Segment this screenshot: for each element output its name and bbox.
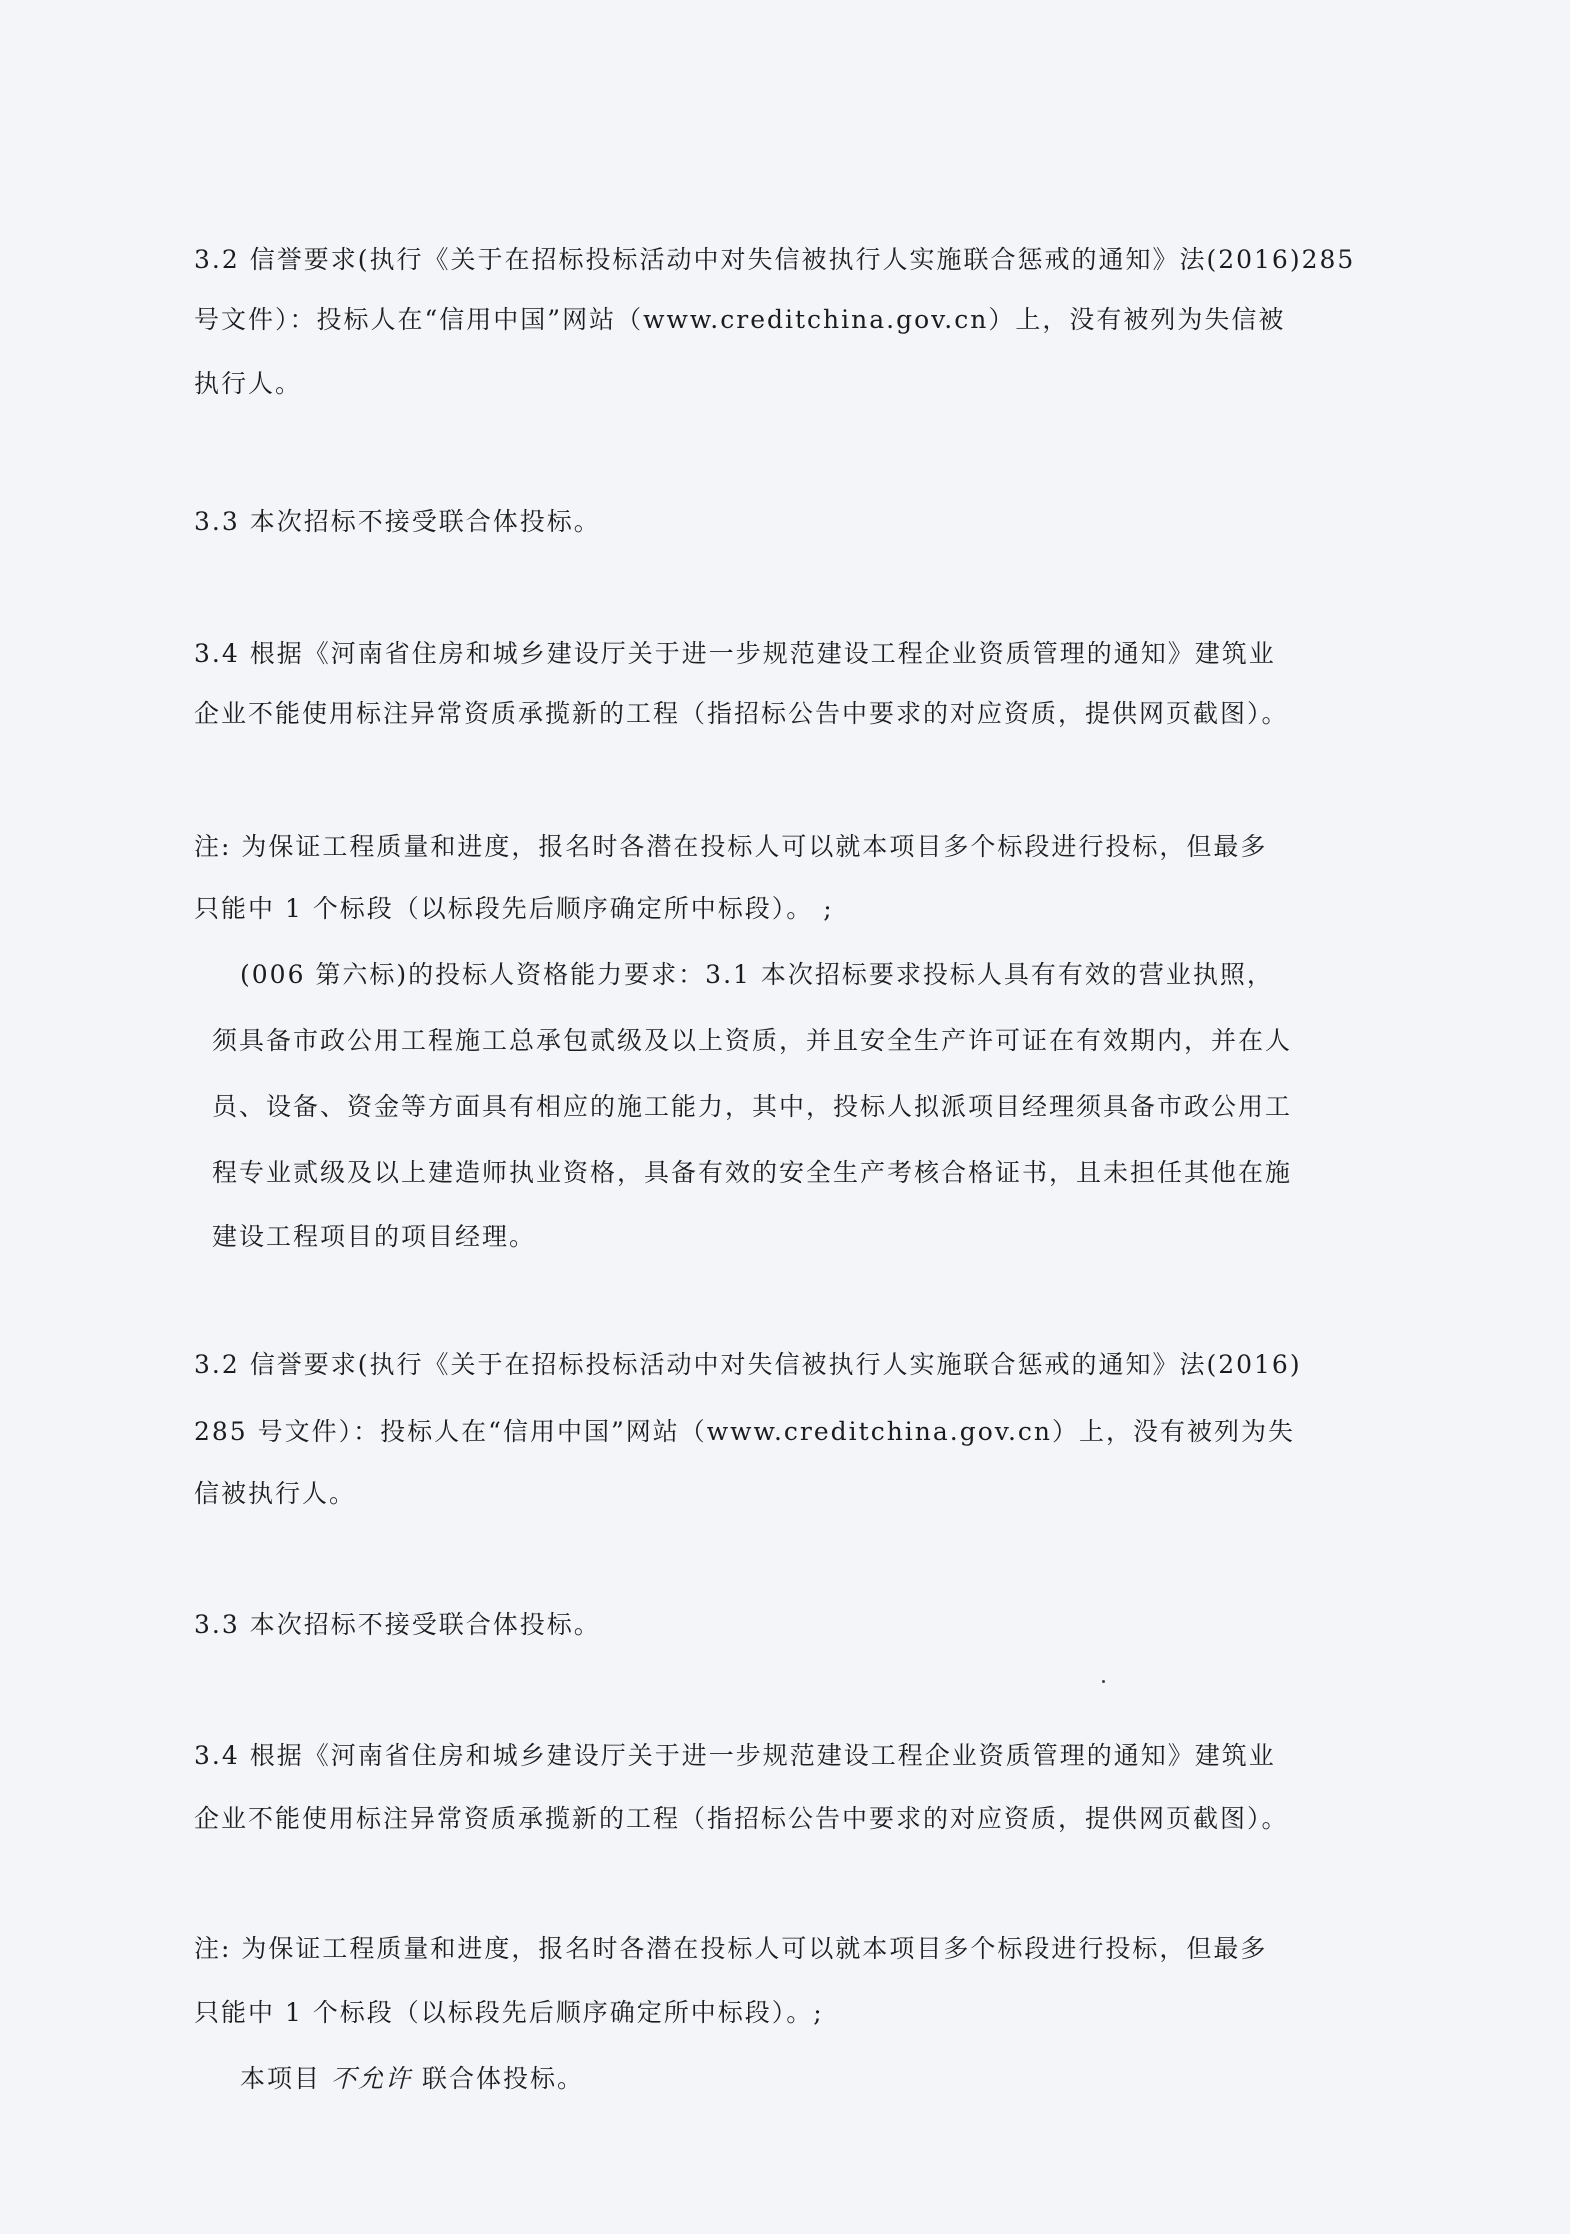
consortium-prefix: 本项目	[240, 2064, 322, 2093]
credit-requirement-line-2: 号文件）：投标人在“信用中国”网站（www.creditchina.gov.cn）上，没有被列为失信被	[194, 305, 1286, 334]
note-2-line-1: 注: 为保证工程质量和进度，报名时各潜在投标人可以就本项目多个标段进行投标，但最多	[194, 1934, 1268, 1963]
credit-requirement-line-3: 执行人。	[194, 369, 303, 398]
section-six-requirement-line-1: (006 第六标)的投标人资格能力要求：3.1 本次招标要求投标人具有有效的营业执照，	[240, 960, 1274, 989]
credit-requirement-2-line-3: 信被执行人。	[194, 1479, 357, 1508]
note-2-line-2: 只能中 1 个标段（以标段先后顺序确定所中标段）。;	[194, 1998, 824, 2027]
credit-requirement-line-1: 3.2 信誉要求(执行《关于在招标投标活动中对失信被执行人实施联合惩戒的通知》法(2016)285	[194, 245, 1356, 274]
note-line-1: 注: 为保证工程质量和进度，报名时各潜在投标人可以就本项目多个标段进行投标，但最多	[194, 832, 1268, 861]
section-six-requirement-line-4: 程专业贰级及以上建造师执业资格，具备有效的安全生产考核合格证书，且未担任其他在施	[212, 1158, 1293, 1187]
credit-requirement-2-line-2: 285 号文件）：投标人在“信用中国”网站（www.creditchina.gov.cn）上，没有被列为失	[194, 1417, 1296, 1446]
not-allowed-emphasis: 不允许	[330, 2064, 412, 2093]
section-six-requirement-line-5: 建设工程项目的项目经理。	[212, 1222, 537, 1251]
consortium-not-allowed-line	[240, 2062, 584, 2096]
qualification-clause-line-1: 3.4 根据《河南省住房和城乡建设厅关于进一步规范建设工程企业资质管理的通知》建筑业	[194, 639, 1276, 668]
scan-speck	[1102, 1680, 1105, 1683]
section-six-requirement-line-2: 须具备市政公用工程施工总承包贰级及以上资质，并且安全生产许可证在有效期内，并在人	[212, 1026, 1293, 1055]
consortium-clause-2: 3.3 本次招标不接受联合体投标。	[194, 1610, 601, 1639]
qualification-clause-2-line-2: 企业不能使用标注异常资质承揽新的工程（指招标公告中要求的对应资质，提供网页截图）。	[194, 1804, 1289, 1833]
qualification-clause-line-2: 企业不能使用标注异常资质承揽新的工程（指招标公告中要求的对应资质，提供网页截图）。	[194, 699, 1289, 728]
qualification-clause-2-line-1: 3.4 根据《河南省住房和城乡建设厅关于进一步规范建设工程企业资质管理的通知》建筑业	[194, 1741, 1276, 1770]
section-six-requirement-line-3: 员、设备、资金等方面具有相应的施工能力，其中，投标人拟派项目经理须具备市政公用工	[212, 1092, 1293, 1121]
credit-requirement-2-line-1: 3.2 信誉要求(执行《关于在招标投标活动中对失信被执行人实施联合惩戒的通知》法(2016)	[194, 1350, 1302, 1379]
consortium-clause: 3.3 本次招标不接受联合体投标。	[194, 507, 601, 536]
consortium-suffix: 联合体投标。	[421, 2064, 584, 2093]
note-line-2: 只能中 1 个标段（以标段先后顺序确定所中标段）。 ;	[194, 894, 834, 923]
